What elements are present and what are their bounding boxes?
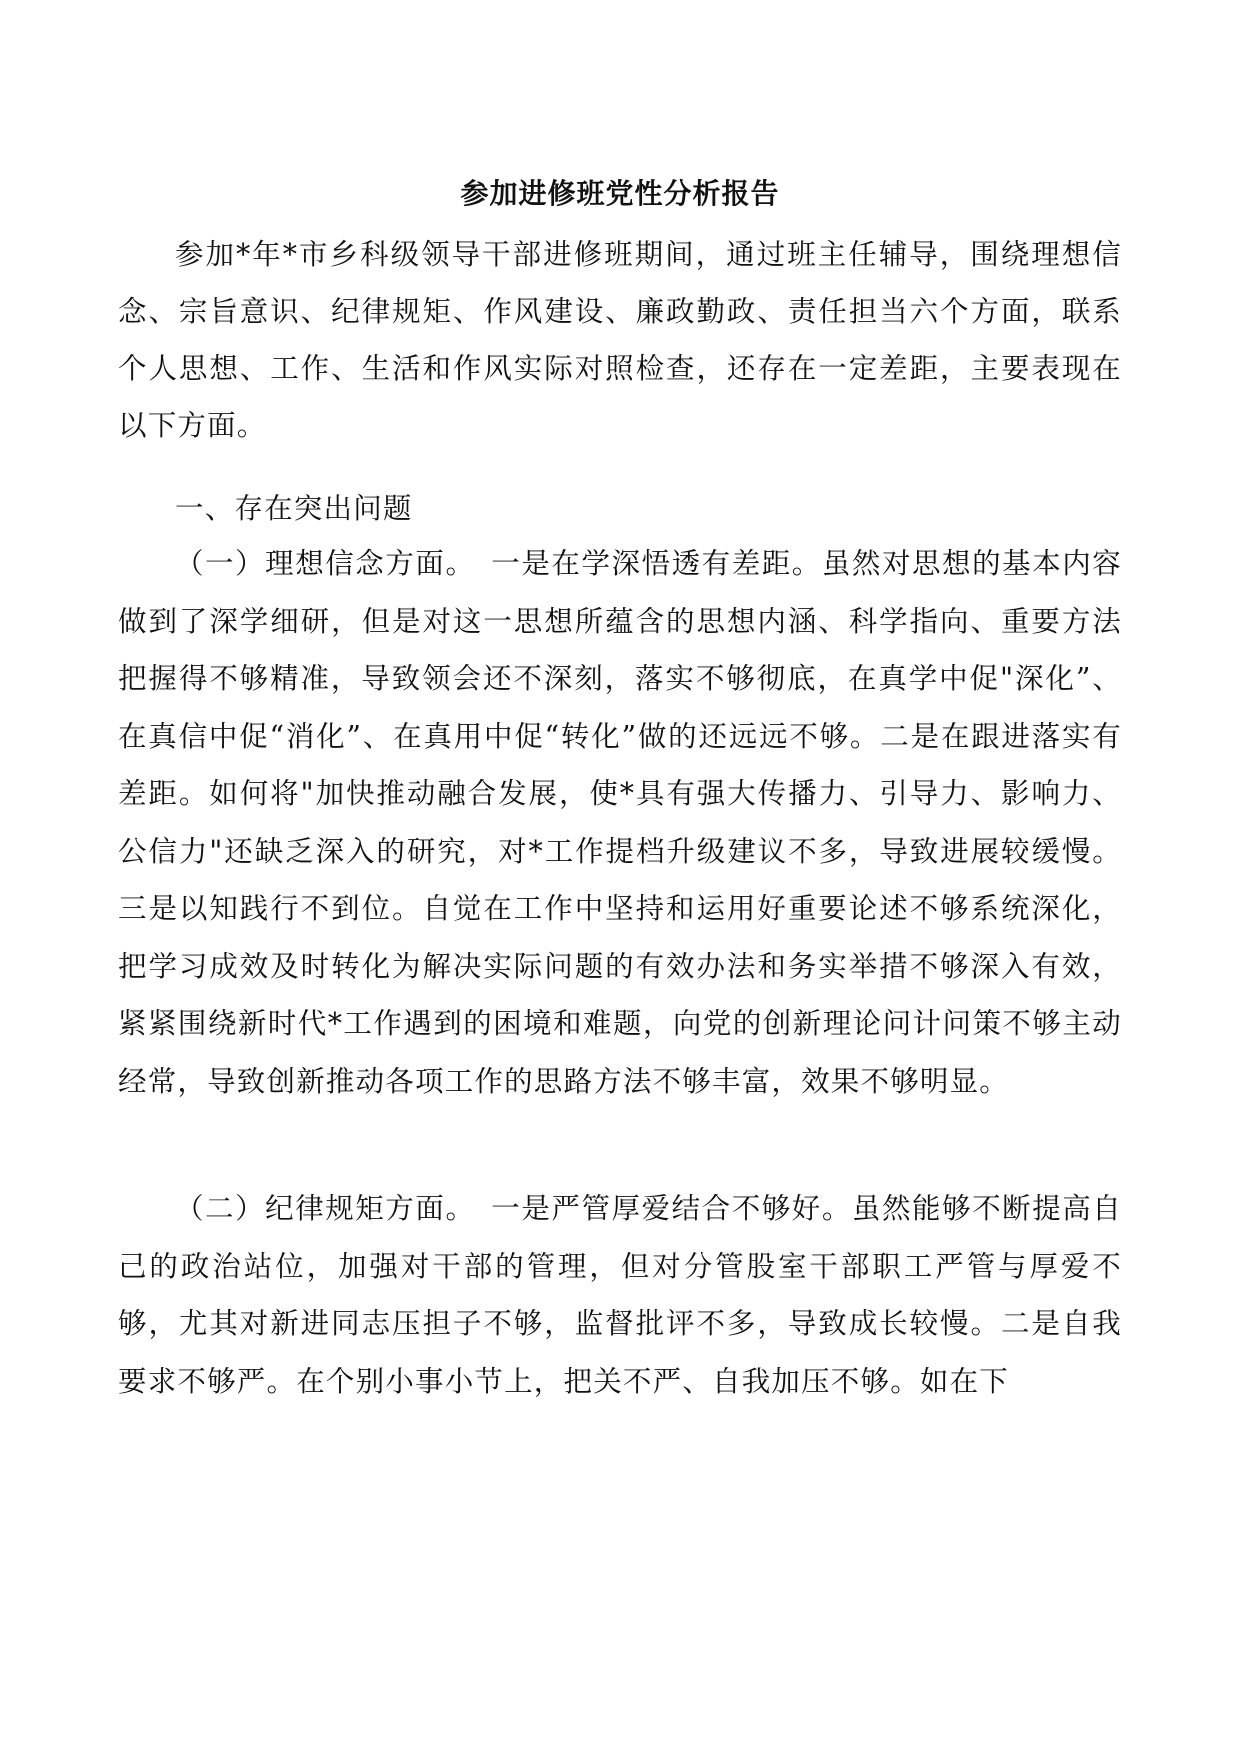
section-heading-problems: 一、存在突出问题 bbox=[175, 492, 413, 525]
paragraph-intro: 参加*年*市乡科级领导干部进修班期间，通过班主任辅导，围绕理想信念、宗旨意识、纪律规矩、作风建设、廉政勤政、责任担当六个方面，联系个人思想、工作、生活和作风实际对照检查，还存在一定差距，主要表现在以下方面。 bbox=[118, 238, 1122, 442]
document-title: 参加进修班党性分析报告 bbox=[460, 177, 780, 210]
paragraph-ideals-beliefs: （一）理想信念方面。 一是在学深悟透有差距。虽然对思想的基本内容做到了深学细研，但是对这一思想所蕴含的思想内涵、科学指向、重要方法把握得不够精准，导致领会还不深刻，落实不够彻底，在真学中促"深化”、在真信中促“消化”、在真用中促“转化”做的还远远不够。二是在跟进落实有差距。如何将"加快推动融合发展，使*具有强大传播力、引导力、影响力、公信力"还缺乏深入的研究，对*工作提档升级建议不多，导致进展较缓慢。三是以知践行不到位。自觉在工作中坚持和运用好重要论述不够系统深化，把学习成效及时转化为解决实际问题的有效办法和务实举措不够深入有效，紧紧围绕新时代*工作遇到的困境和难题，向党的创新理论问计问策不够主动经常，导致创新推动各项工作的思路方法不够丰富，效果不够明显。 bbox=[118, 547, 1122, 1098]
paragraph-discipline-rules: （二）纪律规矩方面。 一是严管厚爱结合不够好。虽然能够不断提高自己的政治站位，加强对干部的管理，但对分管股室干部职工严管与厚爱不够，尤其对新进同志压担子不够，监督批评不多，导致成长较慢。二是自我要求不够严。在个别小事小节上，把关不严、自我加压不够。如在下 bbox=[118, 1192, 1122, 1398]
